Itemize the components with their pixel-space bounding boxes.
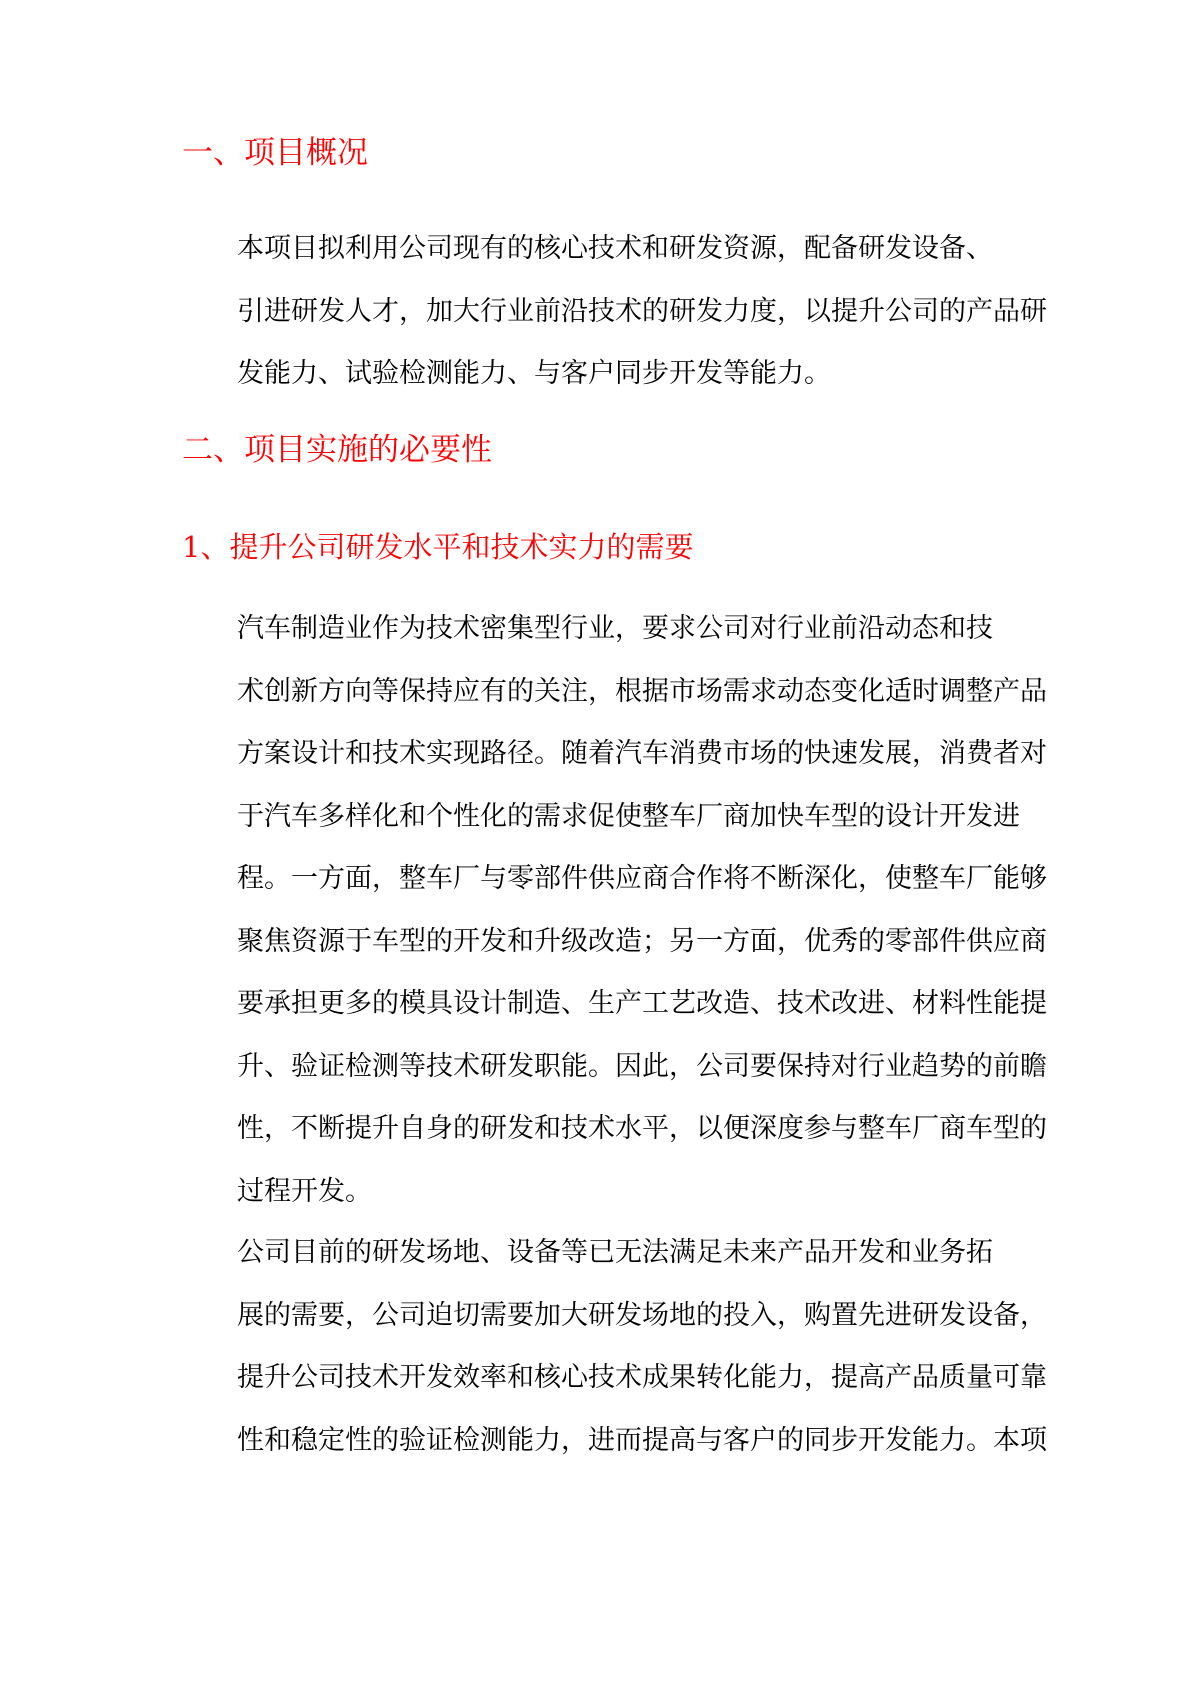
section-heading-overview: 一、项目概况 bbox=[182, 135, 368, 171]
subsection-heading-rd-level: 1、提升公司研发水平和技术实力的需要 bbox=[182, 530, 694, 564]
paragraph-line: 要承担更多的模具设计制造、生产工艺改造、技术改进、材料性能提 bbox=[237, 988, 1047, 1019]
paragraph-line: 于汽车多样化和个性化的需求促使整车厂商加快车型的设计开发进 bbox=[237, 800, 1020, 832]
paragraph-line: 提升公司技术开发效率和核心技术成果转化能力，提高产品质量可靠 bbox=[237, 1362, 1047, 1393]
rd-paragraph-1 bbox=[182, 598, 1047, 1223]
paragraph-line: 升、验证检测等技术研发职能。因此，公司要保持对行业趋势的前瞻 bbox=[237, 1050, 1047, 1082]
rd-paragraph-2 bbox=[182, 1222, 1047, 1472]
paragraph-line: 方案设计和技术实现路径。随着汽车消费市场的快速发展，消费者对 bbox=[237, 738, 1047, 769]
paragraph-line: 展的需要，公司迫切需要加大研发场地的投入，购置先进研发设备， bbox=[237, 1299, 1047, 1331]
paragraph-line: 程。一方面，整车厂与零部件供应商合作将不断深化，使整车厂能够 bbox=[237, 863, 1047, 894]
section-heading-necessity: 二、项目实施的必要性 bbox=[182, 432, 492, 468]
paragraph-line: 术创新方向等保持应有的关注，根据市场需求动态变化适时调整产品 bbox=[237, 675, 1047, 707]
paragraph-line: 引进研发人才，加大行业前沿技术的研发力度，以提升公司的产品研 bbox=[237, 295, 1047, 327]
paragraph-line: 性，不断提升自身的研发和技术水平，以便深度参与整车厂商车型的 bbox=[237, 1113, 1047, 1144]
paragraph-line: 本项目拟利用公司现有的核心技术和研发资源，配备研发设备、 bbox=[237, 233, 993, 264]
paragraph-line: 过程开发。 bbox=[237, 1175, 372, 1207]
paragraph-line: 性和稳定性的验证检测能力，进而提高与客户的同步开发能力。本项 bbox=[237, 1424, 1047, 1456]
paragraph-line: 汽车制造业作为技术密集型行业，要求公司对行业前沿动态和技 bbox=[237, 613, 993, 644]
paragraph-line: 发能力、试验检测能力、与客户同步开发等能力。 bbox=[237, 358, 831, 389]
overview-paragraph bbox=[182, 218, 1047, 406]
paragraph-line: 聚焦资源于车型的开发和升级改造；另一方面，优秀的零部件供应商 bbox=[237, 925, 1047, 957]
paragraph-line: 公司目前的研发场地、设备等已无法满足未来产品开发和业务拓 bbox=[237, 1237, 993, 1268]
